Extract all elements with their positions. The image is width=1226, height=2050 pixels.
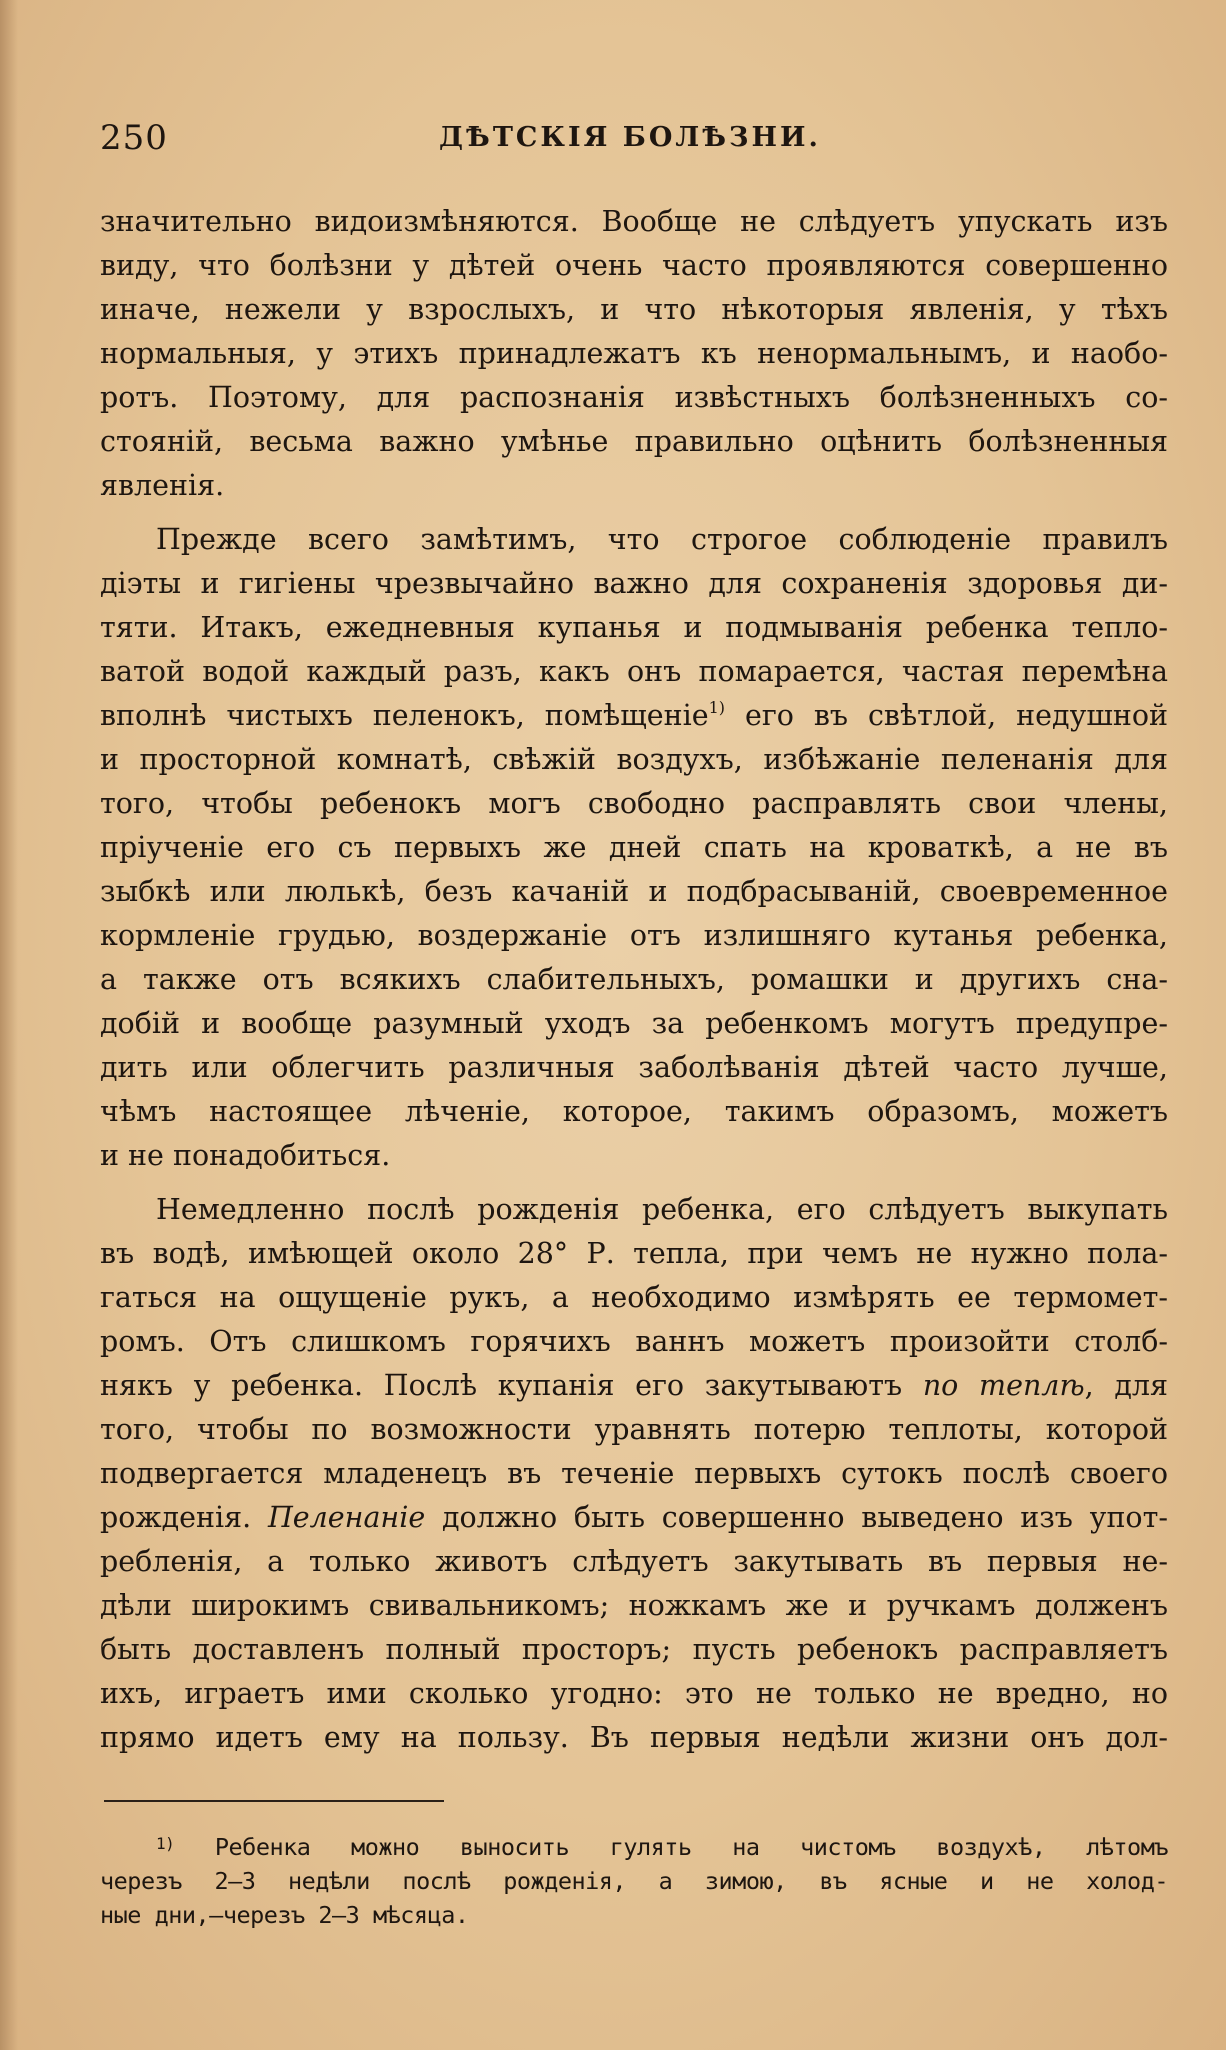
text-line-with-italic xyxy=(100,1364,1168,1408)
text-line: добій и вообще разумный уходъ за ребенкомъ могутъ предупре- xyxy=(100,1007,1168,1040)
footnote-line: черезъ 2—3 недѣли послѣ рожденія, а зимою, въ ясные и не холод- xyxy=(100,1867,1168,1895)
text-line: явленія. xyxy=(100,469,225,502)
text-line: ребленія, а только животъ слѣдуетъ закутывать въ первыя не- xyxy=(100,1545,1168,1578)
footnote-mark: 1) xyxy=(156,1834,175,1853)
text-fragment: его въ свѣтлой, недушной xyxy=(725,699,1168,732)
text-line: быть доставленъ полный просторъ; пусть ребенокъ расправляетъ xyxy=(100,1633,1168,1666)
italic-term: по теплѣ xyxy=(922,1369,1085,1402)
text-line: Прежде всего замѣтимъ, что строгое соблюденіе правилъ xyxy=(156,523,1168,556)
text-line: того, чтобы ребенокъ могъ свободно расправлять свои члены, xyxy=(100,787,1168,820)
paragraph-2 xyxy=(100,518,1168,1178)
text-line: и не понадобиться. xyxy=(100,1139,391,1172)
text-line-with-footnote xyxy=(100,694,1168,738)
footnote-reference: 1) xyxy=(708,698,726,717)
footnote-line: ные дни,—черезъ 2—3 мѣсяца. xyxy=(100,1901,469,1929)
page-number: 250 xyxy=(100,118,168,158)
text-line: иначе, нежели у взрослыхъ, и что нѣкоторыя явленія, у тѣхъ xyxy=(100,293,1168,326)
text-line: кормленіе грудью, воздержаніе отъ излишняго кутанья ребенка, xyxy=(100,919,1168,952)
text-line: и просторной комнатѣ, свѣжій воздухъ, избѣжаніе пеленанія для xyxy=(100,743,1168,776)
text-line: дѣли широкимъ свивальникомъ; ножкамъ же и ручкамъ долженъ xyxy=(100,1589,1168,1622)
text-line: ватой водой каждый разъ, какъ онъ помарается, частая перемѣна xyxy=(100,655,1168,688)
text-line: гаться на ощущеніе рукъ, а необходимо измѣрять ее термомет- xyxy=(100,1281,1168,1314)
text-line: значительно видоизмѣняются. Вообще не слѣдуетъ упускать изъ xyxy=(100,205,1168,238)
text-line: въ водѣ, имѣющей около 28° Р. тепла, при чемъ не нужно пола- xyxy=(100,1237,1168,1270)
text-fragment: Ребенка можно выносить гулять на чистомъ воздухѣ, лѣтомъ xyxy=(174,1833,1168,1861)
text-fragment: , для xyxy=(1084,1369,1168,1402)
text-line: виду, что болѣзни у дѣтей очень часто проявляются совершенно xyxy=(100,249,1168,282)
text-line: дить или облегчить различныя заболѣванія дѣтей часто лучше, xyxy=(100,1051,1168,1084)
text-line: тяти. Итакъ, ежедневныя купанья и подмыванія ребенка тепло- xyxy=(100,611,1168,644)
italic-term: Пеленаніе xyxy=(267,1501,426,1534)
text-line: чѣмъ настоящее лѣченіе, которое, такимъ образомъ, можетъ xyxy=(100,1095,1168,1128)
paragraph-3 xyxy=(100,1188,1168,1760)
text-line: ромъ. Отъ слишкомъ горячихъ ваннъ можетъ произойти столб- xyxy=(100,1325,1168,1358)
text-line: ихъ, играетъ ими сколько угодно: это не только не вредно, но xyxy=(100,1677,1168,1710)
text-fragment: вполнѣ чистыхъ пеленокъ, помѣщеніе xyxy=(100,699,709,732)
text-line: пріученіе его съ первыхъ же дней спать на кроваткѣ, а не въ xyxy=(100,831,1168,864)
text-line-with-italic xyxy=(100,1496,1168,1540)
text-line: подвергается младенецъ въ теченіе первыхъ сутокъ послѣ своего xyxy=(100,1457,1168,1490)
page-header xyxy=(100,118,1160,168)
text-line: прямо идетъ ему на пользу. Въ первыя недѣли жизни онъ дол- xyxy=(100,1721,1168,1754)
text-line: а также отъ всякихъ слабительныхъ, ромашки и другихъ сна- xyxy=(100,963,1168,996)
text-line: ротъ. Поэтому, для распознанія извѣстныхъ болѣзненныхъ со- xyxy=(100,381,1168,414)
footnote-line xyxy=(100,1830,1168,1864)
text-line: зыбкѣ или люлькѣ, безъ качаній и подбрасываній, своевременное xyxy=(100,875,1168,908)
text-line: діэты и гигіены чрезвычайно важно для сохраненія здоровья ди- xyxy=(100,567,1168,600)
text-line: нормальныя, у этихъ принадлежатъ къ ненормальнымъ, и наобо- xyxy=(100,337,1168,370)
footnote-divider xyxy=(104,1800,444,1802)
text-fragment: должно быть совершенно выведено изъ упот- xyxy=(425,1501,1168,1534)
text-line: того, чтобы по возможности уравнять потерю теплоты, которой xyxy=(100,1413,1168,1446)
text-fragment: някъ у ребенка. Послѣ купанія его закутываютъ xyxy=(100,1369,903,1402)
text-line: стояній, весьма важно умѣнье правильно оцѣнить болѣзненныя xyxy=(100,425,1168,458)
footnote xyxy=(100,1800,1168,1932)
text-line: Немедленно послѣ рожденія ребенка, его слѣдуетъ выкупать xyxy=(156,1193,1168,1226)
paragraph-1 xyxy=(100,200,1168,508)
running-title: ДѢТСКІЯ БОЛѢЗНИ. xyxy=(439,122,821,153)
text-fragment: рожденія. xyxy=(100,1501,252,1534)
main-text xyxy=(100,200,1168,1770)
